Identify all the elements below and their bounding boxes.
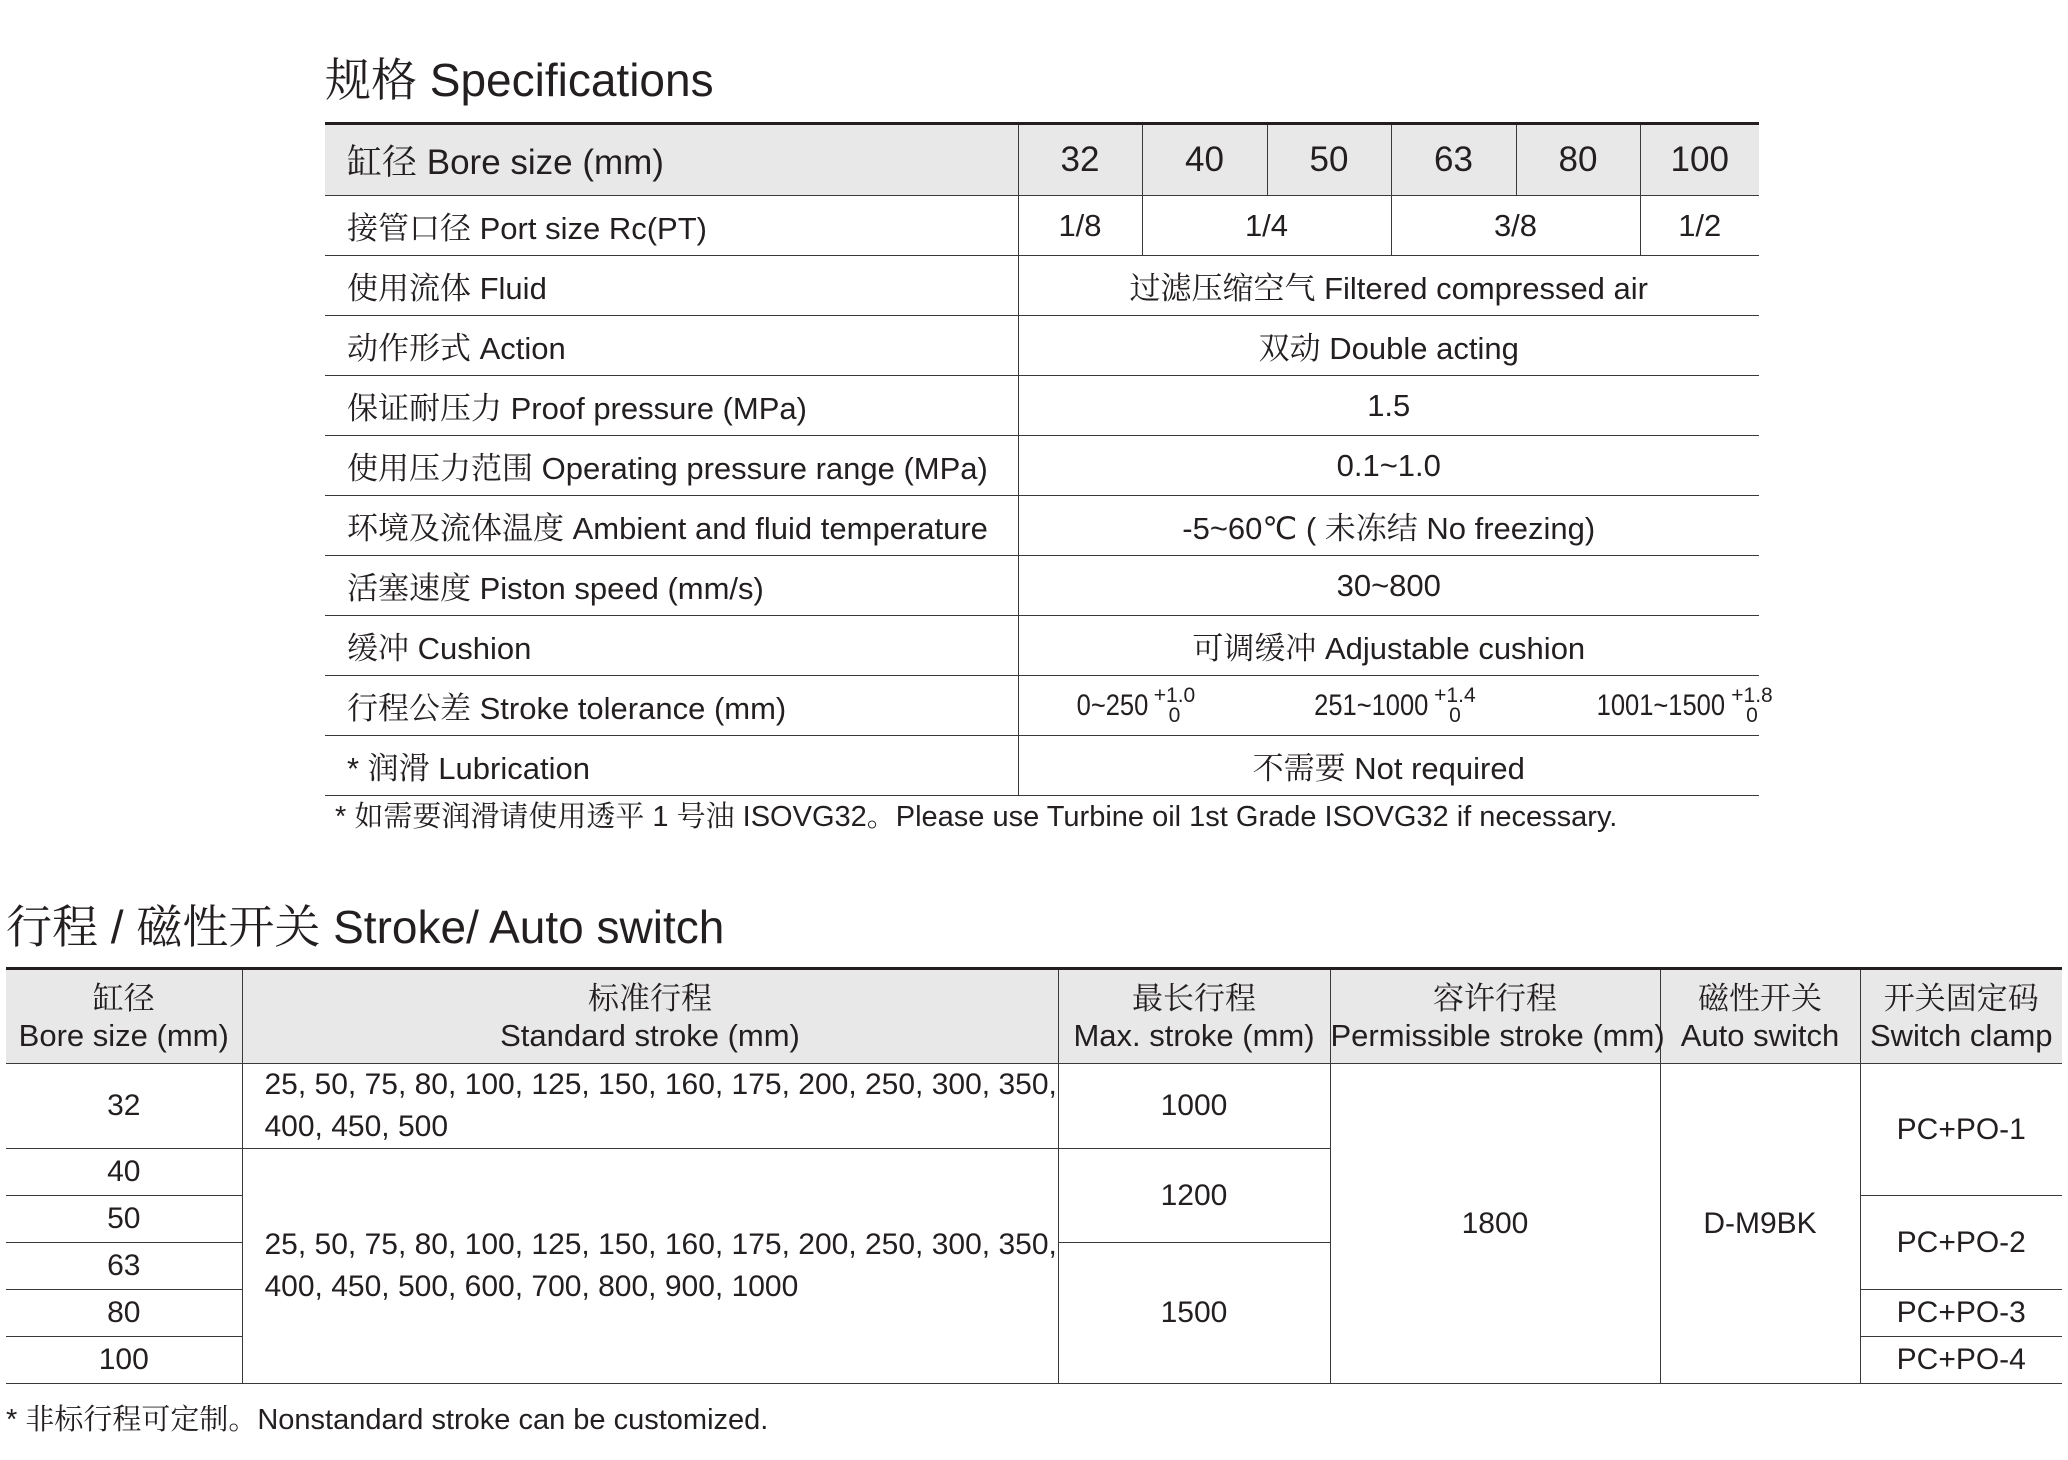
bore-size-row — [325, 124, 1759, 196]
bore-size-label: 缸径 Bore size (mm) — [325, 124, 1018, 196]
tolerance-upper: +1.0 — [1153, 683, 1196, 707]
port-size-value: 1/2 — [1640, 196, 1759, 256]
spec-label: 缓冲 Cushion — [325, 616, 1018, 676]
max-stroke-cell: 1200 — [1058, 1149, 1330, 1243]
tolerance-lower: 0 — [1746, 703, 1758, 727]
column-header-switch-clamp: 开关固定码 Switch clamp — [1860, 969, 2062, 1064]
column-header-standard-stroke: 标准行程 Standard stroke (mm) — [242, 969, 1058, 1064]
switch-clamp-cell: PC+PO-1 — [1860, 1064, 2062, 1196]
bore-size-value: 50 — [1267, 124, 1391, 196]
column-header-bore: 缸径 Bore size (mm) — [6, 969, 242, 1064]
stroke-switch-title: 行程 / 磁性开关 Stroke/ Auto switch — [6, 901, 725, 953]
spec-value: 可调缓冲 Adjustable cushion — [1018, 616, 1759, 676]
auto-switch-cell: D-M9BK — [1660, 1064, 1860, 1384]
switch-clamp-cell: PC+PO-4 — [1860, 1337, 2062, 1384]
lubrication-label: * 润滑 Lubrication — [325, 736, 1018, 796]
spec-label: 保证耐压力 Proof pressure (MPa) — [325, 376, 1018, 436]
tolerance-range: 251~1000 — [1314, 688, 1429, 722]
bore-size-value: 100 — [1640, 124, 1759, 196]
cushion-row — [325, 616, 1759, 676]
stroke-tolerance-values — [1018, 676, 1773, 736]
temperature-row — [325, 496, 1759, 556]
port-size-value: 1/8 — [1018, 196, 1142, 256]
specifications-title: 规格 Specifications — [325, 54, 714, 106]
column-header-auto-switch: 磁性开关 Auto switch — [1660, 969, 1860, 1064]
specifications-note: * 如需要润滑请使用透平 1 号油 ISOVG32。Please use Turbine oil 1st Grade ISOVG32 if necessary. — [335, 801, 1618, 833]
stroke-tolerance-label: 行程公差 Stroke tolerance (mm) — [325, 676, 1018, 736]
tolerance-upper: +1.4 — [1434, 683, 1476, 707]
tolerance-range: 0~250 — [1076, 688, 1148, 722]
stroke-note: * 非标行程可定制。Nonstandard stroke can be customized. — [6, 1404, 769, 1436]
fluid-row — [325, 256, 1759, 316]
tolerance-item — [1064, 683, 1196, 727]
bore-size-value: 80 — [1516, 124, 1640, 196]
tolerance-lower: 0 — [1168, 703, 1181, 727]
proof-pressure-row — [325, 376, 1759, 436]
bore-cell: 80 — [6, 1290, 242, 1337]
column-header-max-stroke: 最长行程 Max. stroke (mm) — [1058, 969, 1330, 1064]
max-stroke-cell: 1500 — [1058, 1243, 1330, 1384]
tolerance-item — [1294, 683, 1476, 727]
spec-label: 环境及流体温度 Ambient and fluid temperature — [325, 496, 1018, 556]
switch-clamp-cell: PC+PO-2 — [1860, 1196, 2062, 1290]
bore-cell: 100 — [6, 1337, 242, 1384]
port-size-value: 1/4 — [1142, 196, 1391, 256]
port-size-label: 接管口径 Port size Rc(PT) — [325, 196, 1018, 256]
tolerance-item — [1574, 683, 1773, 727]
bore-size-value: 40 — [1142, 124, 1267, 196]
spec-label: 使用流体 Fluid — [325, 256, 1018, 316]
max-stroke-cell: 1000 — [1058, 1064, 1330, 1149]
stroke-switch-table — [6, 967, 2062, 1384]
lubrication-row — [325, 736, 1759, 796]
standard-stroke-cell: 25, 50, 75, 80, 100, 125, 150, 160, 175, 200, 250, 300, 350, 400, 450, 500 — [242, 1064, 1058, 1149]
spec-value: -5~60℃ ( 未冻结 No freezing) — [1018, 496, 1759, 556]
spec-value: 0.1~1.0 — [1018, 436, 1759, 496]
spec-value: 1.5 — [1018, 376, 1759, 436]
tolerance-range: 1001~1500 — [1596, 688, 1726, 722]
tolerance-lower: 0 — [1449, 703, 1461, 727]
spec-label: 使用压力范围 Operating pressure range (MPa) — [325, 436, 1018, 496]
port-size-row — [325, 196, 1759, 256]
bore-cell: 63 — [6, 1243, 242, 1290]
switch-clamp-cell: PC+PO-3 — [1860, 1290, 2062, 1337]
operating-pressure-row — [325, 436, 1759, 496]
spec-value: 双动 Double acting — [1018, 316, 1759, 376]
column-header-permissible-stroke: 容许行程 Permissible stroke (mm) — [1330, 969, 1660, 1064]
spec-value: 30~800 — [1018, 556, 1759, 616]
stroke-header-row — [6, 969, 2062, 1064]
action-row — [325, 316, 1759, 376]
table-row — [6, 1064, 2062, 1149]
spec-label: 活塞速度 Piston speed (mm/s) — [325, 556, 1018, 616]
bore-cell: 32 — [6, 1064, 242, 1149]
lubrication-value: 不需要 Not required — [1018, 736, 1759, 796]
tolerance-upper: +1.8 — [1731, 683, 1773, 707]
spec-value: 过滤压缩空气 Filtered compressed air — [1018, 256, 1759, 316]
stroke-tolerance-row — [325, 676, 1759, 736]
specifications-table — [325, 122, 1773, 796]
standard-stroke-cell: 25, 50, 75, 80, 100, 125, 150, 160, 175, 200, 250, 300, 350, 400, 450, 500, 600, 700, 800, 900, 1000 — [242, 1149, 1058, 1384]
port-size-value: 3/8 — [1391, 196, 1640, 256]
bore-cell: 50 — [6, 1196, 242, 1243]
permissible-stroke-cell: 1800 — [1330, 1064, 1660, 1384]
spec-label: 动作形式 Action — [325, 316, 1018, 376]
piston-speed-row — [325, 556, 1759, 616]
bore-size-value: 63 — [1391, 124, 1516, 196]
bore-size-value: 32 — [1018, 124, 1142, 196]
bore-cell: 40 — [6, 1149, 242, 1196]
